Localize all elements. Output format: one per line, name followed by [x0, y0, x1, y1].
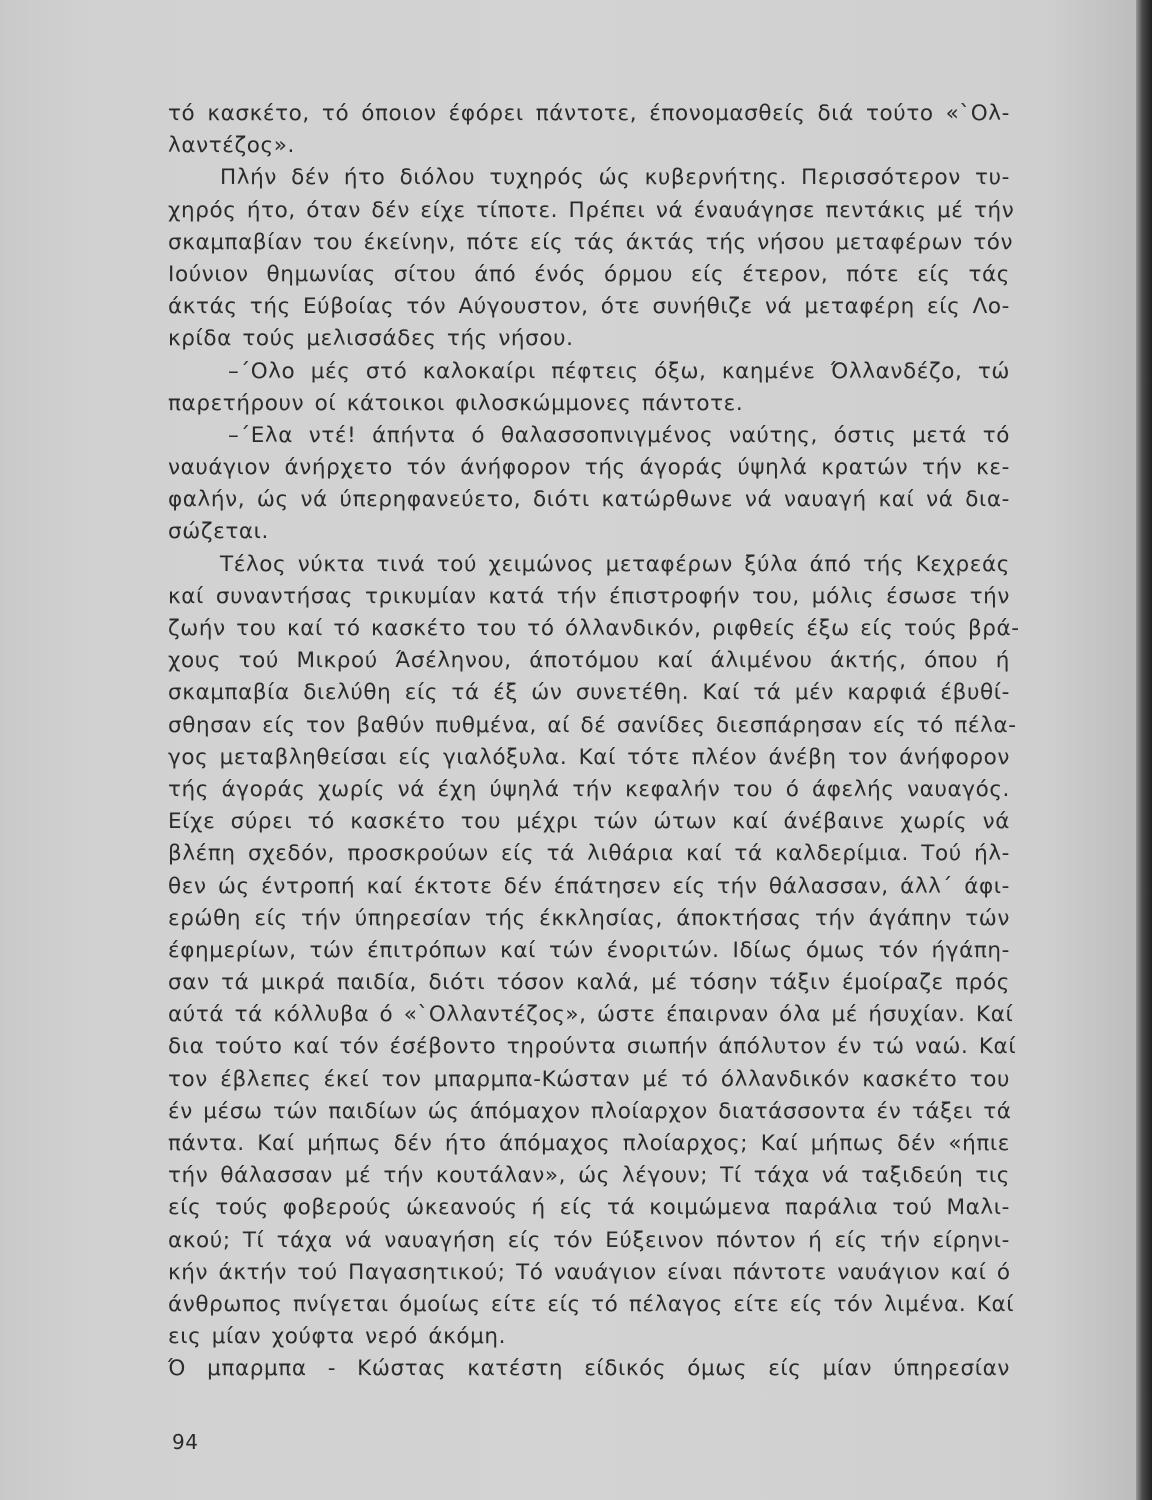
- text-line: σώζεται.: [168, 519, 269, 545]
- page-number: 94: [172, 1430, 199, 1454]
- text-line: χους τού Μικρού Άσέληνου, άποτόμου καί άλιμένου άκτής, όπου ή: [168, 648, 1010, 674]
- text-line: τον έβλεπες έκεί τον μπαρμπα-Κώσταν μέ τό όλλανδικόν κασκέτο του: [168, 1066, 1010, 1092]
- text-line: σθησαν είς τον βαθύν πυθμένα, αί δέ σανίδες διεσπάρησαν είς τό πέλα-: [168, 712, 1017, 738]
- text-line: ακού; Τί τάχα νά ναυαγήση είς τόν Εύξεινον πόντον ή είς τήν είρηνι-: [168, 1227, 1010, 1253]
- text-line: κρίδα τούς μελισσάδες τής νήσου.: [168, 326, 574, 352]
- text-line: φαλήν, ώς νά ύπερηφανεύετο, διότι κατώρθωνε νά ναυαγή καί νά δια-: [168, 487, 1010, 513]
- text-line: λαντέζος».: [168, 133, 295, 159]
- text-line: τής άγοράς χωρίς νά έχη ύψηλά τήν κεφαλήν του ό άφελής ναυαγός.: [168, 776, 1010, 802]
- text-line: έφημερίων, τών έπιτρόπων καί τών ένοριτών. Ιδίως όμως τόν ήγάπη-: [168, 937, 1010, 963]
- text-line: ερώθη είς τήν ύπηρεσίαν τής έκκλησίας, άποκτήσας τήν άγάπην τών: [168, 905, 1010, 931]
- text-line: πάντα. Καί μήπως δέν ήτο άπόμαχος πλοίαρχος; Καί μήπως δέν «ήπιε: [168, 1131, 1010, 1156]
- text-line: δια τούτο καί τόν έσέβοντο τηρούντα σιωπήν άπόλυτον έν τώ ναώ. Καί: [168, 1034, 1017, 1060]
- text-line: αύτά τά κόλλυβα ό «`Ολλαντέζος», ώστε έπαιρναν όλα μέ ήσυχίαν. Καί: [168, 1002, 1014, 1028]
- text-line: –΄Ελα ντέ! άπήντα ό θαλασσοπνιγμένος ναύτης, όστις μετά τό: [228, 422, 1010, 448]
- text-line: τό κασκέτο, τό όποιον έφόρει πάντοτε, έπονομασθείς διά τούτο «`Ολ-: [168, 101, 1010, 126]
- text-line: κήν άκτήν τού Παγασητικού; Τό ναυάγιον είναι πάντοτε ναυάγιον καί ό: [168, 1259, 1011, 1285]
- text-line: σαν τά μικρά παιδία, διότι τόσον καλά, μέ τόσην τάξιν έμοίραζε πρός: [168, 970, 1010, 996]
- text-line: σκαμπαβία διελύθη είς τά έξ ών συνετέθη. Καί τά μέν καρφιά έβυθί-: [168, 680, 1010, 706]
- text-line: έν μέσω τών παιδίων ώς άπόμαχον πλοίαρχον διατάσσοντα έν τάξει τά: [168, 1098, 1012, 1124]
- text-line: καί συναντήσας τρικυμίαν κατά τήν έπιστροφήν του, μόλις έσωσε τήν: [168, 583, 1010, 609]
- text-line: γος μεταβληθείσαι είς γιαλόξυλα. Καί τότε πλέον άνέβη τον άνήφορον: [168, 744, 1010, 770]
- text-line: σκαμπαβίαν του έκείνην, πότε είς τάς άκτάς τής νήσου μεταφέρων τόν: [168, 229, 1014, 255]
- text-line: εις μίαν χούφτα νερό άκόμη.: [168, 1324, 507, 1350]
- text-line: Τέλος νύκτα τινά τού χειμώνος μεταφέρων ξύλα άπό τής Κεχρεάς: [220, 551, 1010, 577]
- text-line: –΄Ολο μές στό καλοκαίρι πέφτεις όξω, καημένε Όλλανδέζο, τώ: [228, 358, 1010, 384]
- text-line: είς τούς φοβερούς ώκεανούς ή είς τά κοιμώμενα παράλια τού Μαλι-: [168, 1195, 1010, 1221]
- text-line: ναυάγιον άνήρχετο τόν άνήφορον τής άγοράς ύψηλά κρατών τήν κε-: [168, 455, 1010, 481]
- text-line: Ό μπαρμπα - Κώστας κατέστη είδικός όμως είς μίαν ύπηρεσίαν: [168, 1356, 1010, 1382]
- text-line: Ιούνιον θημωνίας σίτου άπό ένός όρμου είς έτερον, πότε είς τάς: [168, 261, 1010, 287]
- text-line: παρετήρουν οί κάτοικοι φιλοσκώμμονες πάντοτε.: [168, 390, 744, 416]
- text-line: θεν ώς έντροπή καί έκτοτε δέν έπάτησεν είς τήν θάλασσαν, άλλ΄ άφι-: [168, 873, 1010, 899]
- text-line: βλέπη σχεδόν, προσκρούων είς τά λιθάρια καί τά καλδερίμια. Τού ήλ-: [168, 841, 1010, 867]
- text-line: άνθρωπος πνίγεται όμοίως είτε είς τό πέλαγος είτε είς τόν λιμένα. Καί: [168, 1291, 1015, 1317]
- text-line: τήν θάλασσαν μέ τήν κουτάλαν», ώς λέγουν; Τί τάχα νά ταξιδεύη τις: [168, 1163, 1010, 1189]
- text-line: χηρός ήτο, όταν δέν είχε τίποτε. Πρέπει νά έναυάγησε πεντάκις μέ τήν: [168, 197, 1015, 223]
- text-line: άκτάς τής Εύβοίας τόν Αύγουστον, ότε συνήθιζε νά μεταφέρη είς Λο-: [168, 294, 1010, 320]
- body-text: [168, 98, 1020, 1386]
- text-line: Είχε σύρει τό κασκέτο του μέχρι τών ώτων καί άνέβαινε χωρίς νά: [168, 809, 1010, 835]
- text-line: ζωήν του καί τό κασκέτο του τό όλλανδικόν, ριφθείς έξω είς τούς βρά-: [168, 616, 1020, 641]
- text-line: Πλήν δέν ήτο διόλου τυχηρός ώς κυβερνήτης. Περισσότερον τυ-: [220, 165, 1010, 191]
- page-edge-shadow: [1136, 0, 1152, 1500]
